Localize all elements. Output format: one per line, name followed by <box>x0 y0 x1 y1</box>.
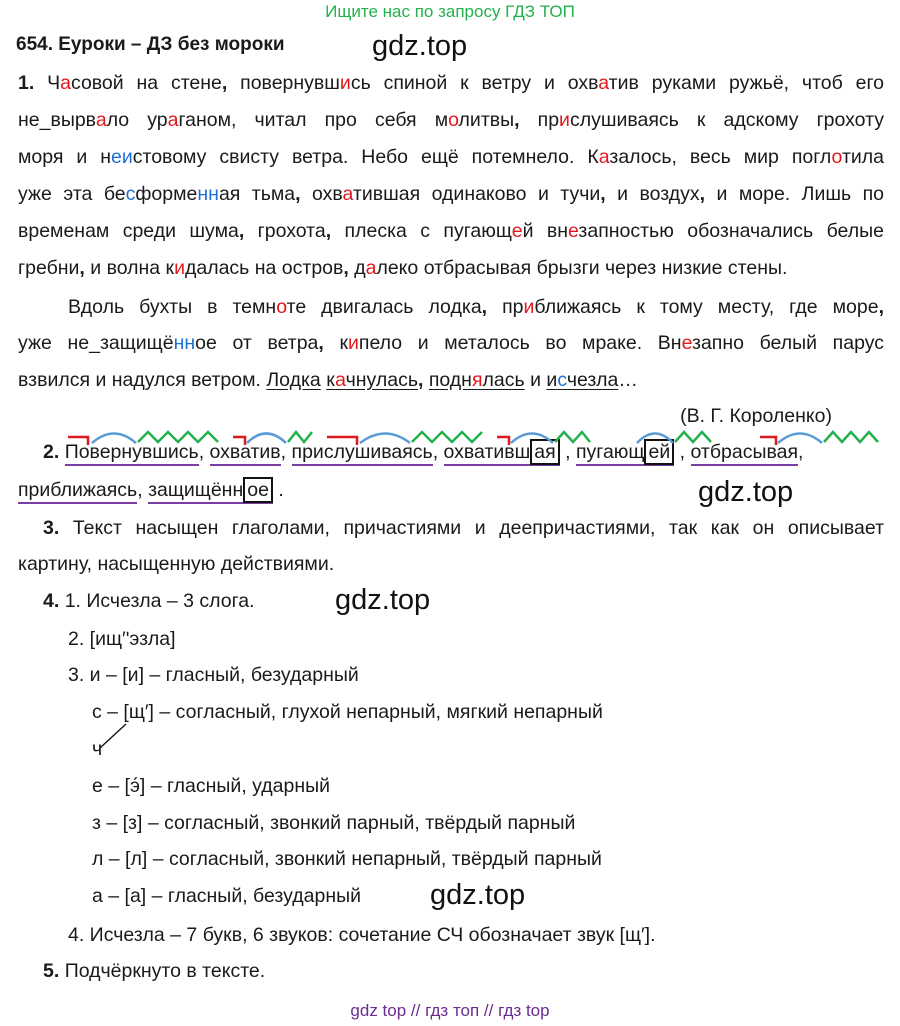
task4-item1: 4. 1. Исчезла – 3 слога. <box>43 590 255 612</box>
word-analysis: охватив <box>210 441 281 466</box>
footer-links[interactable]: gdz top // гдз топ // гдз top <box>350 1001 550 1020</box>
underlined-word: Лодка <box>266 369 321 391</box>
author-signature: (В. Г. Короленко) <box>680 405 832 427</box>
text-line-2: не_выpвало ураганом, читал про себя молитвы, прислушиваясь к адскому грохоту <box>18 109 884 131</box>
watermark: gdz.top <box>372 30 468 62</box>
word-analysis: пугающ ей <box>576 441 674 466</box>
task5: 5. Подчёркнуто в тексте. <box>43 960 266 982</box>
text-line-7: Вдоль бухты в темноте двигалась лодка, приближаясь к тому месту, где море, <box>68 296 884 318</box>
word-analysis: отбрасывая <box>691 441 799 466</box>
word-analysis: охвативш ая <box>444 441 560 466</box>
task3-line1: 3. Текст насыщен глаголами, причастиями и деепричастиями, так как он описывает <box>43 517 884 539</box>
underlined-word: качнулась <box>326 369 418 391</box>
page-title: 654. Еуроки – ДЗ без мороки <box>16 34 285 55</box>
task4-item3: 3. и – [и] – гласный, безударный <box>68 664 359 686</box>
task4-item2: 2. [ищ′ʹэзла] <box>68 628 176 650</box>
text-line-4: уже эта бесформенная тьма, охватившая одинаково и тучи, и воздух, и море. Лишь по <box>18 183 885 205</box>
sound-s: с – [щ′] – согласный, глухой непарный, мягкий непарный <box>92 701 603 723</box>
word-analysis: приближаясь <box>18 479 137 504</box>
text-line-6: гребни, и волна кидалась на остров, далеко отбрасывая брызги через низкие стены. <box>18 257 788 279</box>
underlined-word: поднялась <box>428 369 525 391</box>
search-hint-link[interactable]: Ищите нас по запросу ГДЗ ТОП <box>325 2 575 21</box>
connector-line <box>100 724 126 748</box>
text-line-1: 1. Часовой на стене, повернувшись спиной к ветру и охватив руками ружьё, чтоб его <box>18 72 885 94</box>
word-analysis: защищённ ое <box>148 479 273 504</box>
suffix-mark <box>824 432 878 442</box>
watermark: gdz.top <box>335 584 431 616</box>
text-line-3: моря и неистовому свисту ветра. Небо ещё потемнело. Казалось, весь мир поглотила <box>18 146 884 168</box>
sound-ch: ч <box>92 738 103 760</box>
task2-line1: 2. Повернувшись, охватив, прислушиваясь, охвативш ая , пугающ ей , отбрасывая, <box>43 441 803 466</box>
sound-z: з – [з] – согласный, звонкий парный, твёрдый парный <box>92 812 576 834</box>
task3-line2: картину, насыщенную действиями. <box>18 553 335 575</box>
word-analysis: прислушиваясь <box>292 441 433 466</box>
watermark: gdz.top <box>698 476 794 508</box>
text-line-9: взвился и надулся ветром. Лодка качнулась, поднялась и исчезла… <box>18 369 638 391</box>
watermark: gdz.top <box>430 879 526 911</box>
task4-item4: 4. Исчезла – 7 букв, 6 звуков: сочетание СЧ обозначает звук [щ′]. <box>68 924 656 946</box>
text-segment: Часовой на стене, повернувшись спиной к ветру и охватив руками ружьё, чтоб его <box>47 72 885 94</box>
text-line-8: уже не_защищённое от ветра, кипело и металось во мраке. Внезапно белый парус <box>18 332 884 354</box>
sound-l: л – [л] – согласный, звонкий непарный, твёрдый парный <box>92 848 602 870</box>
text-line-5: временам среди шума, грохота, плеска с пугающей внезапностью обозначались белые <box>18 220 884 242</box>
underlined-word: исчезла <box>546 369 619 391</box>
task2-line2: приближаясь, защищённ ое . <box>18 479 284 504</box>
word-analysis: Повернувшись <box>65 441 199 466</box>
sound-a: а – [а] – гласный, безударный <box>92 885 361 907</box>
sound-e: е – [э́] – гласный, ударный <box>92 775 331 797</box>
